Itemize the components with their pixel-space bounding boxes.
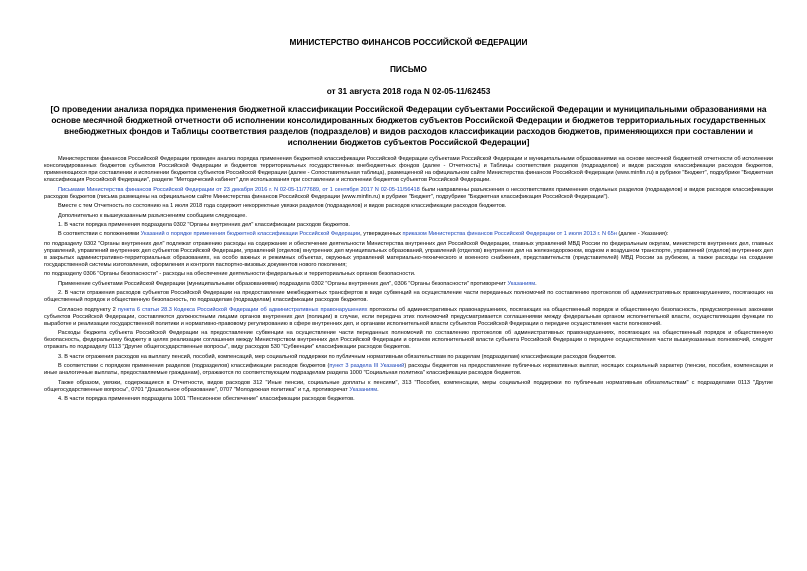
paragraph: Письмами Министерства финансов Российской Федерации от 23 декабря 2016 г. N 02-05-11/77689, от 1 сентября 2017 N 02-05-11/56418 были направлены разъяснения о несоответствиях применения отдельных разделов (подразделов) и видов расходов классификации расходов бюджетов (письма размещены на официальном сайте Министерства финансов Российской Федерации (www.minfin.ru) в рубрике "Бюджет", подрубрике "Бюджетная классификация Российской Федерации").	[44, 186, 773, 200]
instructions-link[interactable]: Указаниям	[507, 280, 536, 287]
instructions-link[interactable]: Указаний о порядке применения бюджетной классификации Российской Федерации	[140, 231, 361, 238]
paragraph: по подразделу 0302 "Органы внутренних дел" подлежат отражению расходы на содержание и обеспечение деятельности Министерства внутренних дел Российской Федерации, главных управлений МВД России по федеральным округам, министерств внутренних дел, главных управлений, управлений внутренних дел субъектов Российской Федерации, управлений (отделов) внутренних дел муниципальных образований, управлений (отделов) внутренних дел на железнодорожном, водном и воздушном транспорте, управлений (отделов) внутренних дел в закрытых административно-территориальных образованиях, на особо важных и режимных объектах, окружных управлений материально-технического и военного снабжения, представительств (представителей) МВД России за рубежом, а также расходы на создание государственной системы изготовления, оформления и контроля паспортно-визовых документов нового поколения;	[44, 240, 773, 268]
paragraph: Вместе с тем Отчетность по состоянию на 1 июля 2018 года содержит некорректные увязки разделов (подразделов) и видов расходов классификации расходов бюджетов.	[58, 203, 507, 210]
paragraph: 1. В части порядка применения подраздела 0302 "Органы внутренних дел" классификации расходов бюджетов.	[58, 221, 350, 228]
paragraph: Министерством финансов Российской Федерации проведен анализ порядка применения бюджетной классификации Российской Федерации субъектами Российской Федерации и муниципальными образованиями на основе месячной бюджетной отчетности об исполнении консолидированных бюджетов субъектов Российской Федерации и бюджетов территориальных государственных внебюджетных фондов (далее - Отчетность) и Таблицы соответствия разделов (подразделов) и видов расходов классификации расходов бюджетов, применяющихся при составлении и исполнении бюджетов субъектов Российской Федерации (далее - Сопоставительная таблица), размещенной на официальном сайте Министерства финансов Российской Федерации (www.minfin.ru) в рубрике "Бюджет", подрубрике "Бюджетная классификация Российской Федерации", разделе "Методический кабинет" для использования при составлении и исполнении бюджетов субъектов Российской Федерации.	[44, 156, 773, 184]
document-type: ПИСЬМО	[389, 64, 428, 74]
paragraph: Применение субъектами Российской Федерации (муниципальными образованиями) подраздела 0302 "Органы внутренних дел", 0306 "Органы безопасности" противоречит Указаниям.	[58, 280, 537, 287]
paragraph: 3. В части отражения расходов на выплату пенсий, пособий, компенсаций, мер социальной поддержки по публичным нормативным обязательствам по разделам (подразделам) классификации расходов бюджетов.	[58, 353, 617, 360]
document-title: [О проведении анализа порядка применения бюджетной классификации Российской Федерации субъектами Российской Федерации и муниципальными образованиями на основе месячной бюджетной отчетности об исполнении консолидированных бюджетов субъектов Российской Федерации и бюджетов территориальных государственных внебюджетных фондов и Таблицы соответствия разделов (подразделов) и видов расходов классификации расходов бюджетов, применяющихся при составлении и исполнении бюджетов субъектов Российской Федерации]	[50, 104, 767, 147]
letters-link[interactable]: Письмами Министерства финансов Российской Федерации от 23 декабря 2016 г. N 02-05-11/77689, от 1 сентября 2017 N 02-05-11/56418	[58, 186, 420, 193]
ministry-heading: МИНИСТЕРСТВО ФИНАНСОВ РОССИЙСКОЙ ФЕДЕРАЦИИ	[289, 37, 528, 47]
paragraph: 4. В части порядка применения подраздела 1001 "Пенсионное обеспечение" классификации расходов бюджетов.	[58, 396, 355, 403]
paragraph: Также образом, увязки, содержащиеся в Отчетности, видов расходов 312 "Иные пенсии, социальные доплаты к пенсиям", 313 "Пособия, компенсации, меры социальной поддержки по публичным нормативным обязательствам" с подразделами 0113 "Другие общегосударственные вопросы", 0701 "Дошкольное образование", 0707 "Молодежная политика" и т.д. противоречат Указаниям.	[44, 379, 773, 393]
paragraph: по подразделу 0306 "Органы безопасности" - расходы на обеспечение деятельности федеральных и территориальных органов безопасности.	[44, 271, 416, 278]
document-body	[44, 156, 773, 403]
instructions-link[interactable]: Указаниям	[349, 386, 378, 393]
document-date-number: от 31 августа 2018 года N 02-05-11/62453	[326, 86, 491, 96]
paragraph: В соответствии с положениями Указаний о порядке применения бюджетной классификации Российской Федерации, утвержденных приказом Министерства финансов Российской Федерации от 1 июля 2013 г. N 65н (далее - Указания):	[58, 231, 669, 238]
order-link[interactable]: приказом Министерства финансов Российской Федерации от 1 июля 2013 г. N 65н	[402, 231, 617, 238]
paragraph: В соответствии с порядком применения разделов (подразделов) классификации расходов бюджетов (пункт 3 раздела III Указаний) расходы бюджетов на предоставление публичных нормативных выплат, носящих социальный характер (пенсии, пособия, компенсации и иные аналогичные выплаты, предоставляемые гражданам), отражаются по соответствующим подразделам раздела 1000 "Социальная политика" классификации расходов бюджетов.	[44, 363, 773, 377]
instructions-section-link[interactable]: пункт 3 раздела III Указаний	[329, 363, 405, 370]
paragraph: 2. В части отражения расходов субъектов Российской Федерации на предоставление межбюджетных трансфертов в виде субвенций на осуществление части переданных полномочий по составлению протоколов об административных правонарушениях, посягающих на общественный порядок и общественную безопасность, по подразделам (подразделам) классификации расходов бюджетов.	[44, 290, 773, 304]
paragraph: Согласно подпункту 2 пункта 6 статьи 28.3 Кодекса Российской Федерации об административных правонарушениях протоколы об административных правонарушениях, посягающих на общественный порядок и общественную безопасность, предусмотренных законами субъектов Российской Федерации, составляются должностными лицами органов внутренних дел (полиции) в случае, если передача этих полномочий предусматривается соглашениями между федеральным органом исполнительной власти, осуществляющим функции по выработке и реализации государственной политики и нормативно-правовому регулированию в сфере внутренних дел, и органами исполнительной власти субъектов Российской Федерации о передаче осуществления части полномочий.	[44, 306, 773, 327]
paragraph: Расходы бюджета субъекта Российской Федерации на предоставление субвенции на осуществление части переданных полномочий по составлению протоколов об административных правонарушениях, посягающих на общественный порядок и общественную безопасность, федеральному бюджету в целях реализации соглашения между Министерством внутренних дел Российской Федерации и органом исполнительной власти субъекта Российской Федерации о передаче осуществления части вышеуказанных полномочий, следует отражать по подразделу 0113 "Другие общегосударственные вопросы", виду расходов 530 "Субвенции" классификации расходов бюджетов.	[44, 330, 773, 351]
code-link[interactable]: пункта 6 статьи 28.3 Кодекса Российской Федерации об административных правонарушениях	[117, 306, 368, 313]
paragraph: Дополнительно к вышеуказанным разъяснениям сообщаем следующее.	[58, 212, 247, 219]
